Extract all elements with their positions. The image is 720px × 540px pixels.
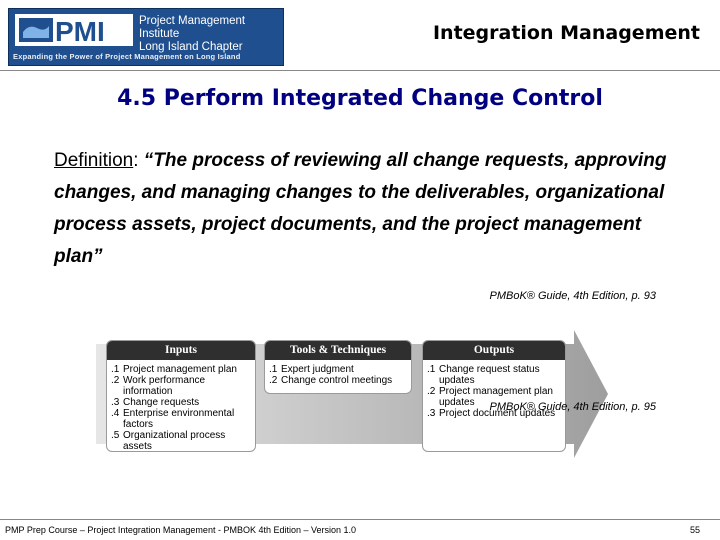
header-divider <box>0 70 720 71</box>
item-text: Project management plan <box>123 364 237 375</box>
logo-org-line1: Project Management Institute <box>139 15 246 40</box>
item-number: .1 <box>427 364 436 375</box>
logo-org-name <box>139 15 283 54</box>
item-text: Expert judgment <box>281 364 354 375</box>
item-text: Work performance information <box>123 375 206 397</box>
tools-header: Tools & Techniques <box>265 341 411 360</box>
section-title: Integration Management <box>432 22 700 44</box>
item-number: .3 <box>111 397 120 408</box>
list-item <box>269 375 407 386</box>
item-text: Project document updates <box>439 408 556 419</box>
item-text: Enterprise environmental factors <box>123 408 235 430</box>
inputs-header: Inputs <box>107 341 255 360</box>
list-item <box>111 364 251 375</box>
slide-title: 4.5 Perform Integrated Change Control <box>117 86 603 111</box>
footer-course-text: PMP Prep Course – Project Integration Management - PMBOK 4th Edition – Version 1.0 <box>5 525 357 535</box>
inputs-list <box>107 360 255 452</box>
item-text: Organizational process assets <box>123 430 226 452</box>
item-text: Project management plan updates <box>439 386 553 408</box>
item-number: .1 <box>111 364 120 375</box>
definition-separator: : <box>133 150 144 171</box>
tools-column <box>264 340 412 394</box>
footer-divider <box>0 519 720 520</box>
list-item <box>427 364 561 386</box>
logo-wordmark: PMI <box>55 16 105 46</box>
item-number: .5 <box>111 430 120 441</box>
definition-term: Definition <box>54 150 134 171</box>
slide-header <box>0 0 720 70</box>
list-item <box>269 364 407 375</box>
definition-text: “The process of reviewing all change requests, approving changes, and managing changes to the deliverables, organizational process assets, project documents, and the project management plan” <box>54 150 667 267</box>
logo-tagline: Expanding the Power of Project Management on Long Island <box>13 52 241 61</box>
list-item <box>111 408 251 430</box>
pmi-chapter-logo <box>8 8 284 66</box>
outputs-header: Outputs <box>423 341 565 360</box>
logo-org-line2: Long Island Chapter <box>139 41 243 53</box>
item-number: .1 <box>269 364 278 375</box>
pmi-logo-icon <box>15 14 133 46</box>
outputs-column <box>422 340 566 452</box>
definition-paragraph <box>54 145 674 273</box>
page-number: 55 <box>689 525 700 535</box>
item-number: .4 <box>111 408 120 419</box>
item-number: .3 <box>427 408 436 419</box>
list-item <box>111 397 251 408</box>
citation-top: PMBoK® Guide, 4th Edition, p. 93 <box>489 290 656 302</box>
item-text: Change requests <box>123 397 200 408</box>
item-number: .2 <box>269 375 278 386</box>
itto-diagram <box>96 330 616 458</box>
tools-list <box>265 360 411 386</box>
item-number: .2 <box>427 386 436 397</box>
list-item <box>111 430 251 452</box>
list-item <box>111 375 251 397</box>
inputs-column <box>106 340 256 452</box>
item-text: Change request status updates <box>439 364 540 386</box>
item-number: .2 <box>111 375 120 386</box>
citation-diagram: PMBoK® Guide, 4th Edition, p. 95 <box>489 401 656 413</box>
item-text: Change control meetings <box>281 375 393 386</box>
